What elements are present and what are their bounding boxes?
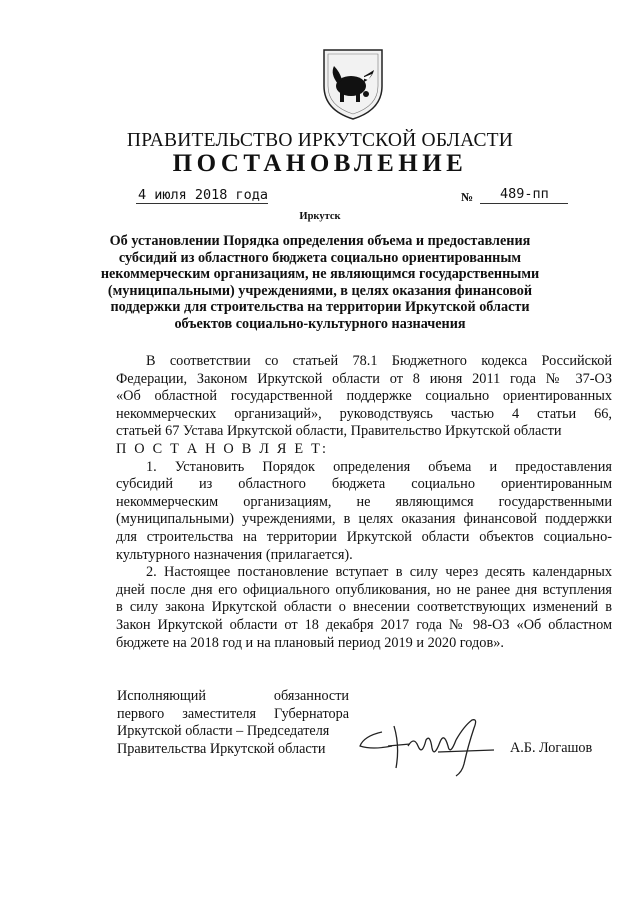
body-line: статьей 67 Устава Иркутской области, Правительство Иркутской области [116,423,562,440]
title-line: субсидий из областного бюджета социально ориентированным [118,249,522,266]
body-line: некоммерческим организациям, не являющимся государственными [116,493,612,510]
body-line: для строительства на территории Иркутской области объектов социально- [116,528,612,545]
signatory-position-line: первого заместителя Губернатора [117,705,349,722]
title-line: объектов социально-культурного назначения [174,315,466,332]
body-line: культурного назначения (прилагается). [116,546,353,563]
body-line: 1. Установить Порядок определения объема и предоставления [146,458,612,475]
body-line: некоммерческих организаций», руководствуясь частью 4 статьи 66, [116,405,612,422]
number-sign: № [461,190,474,204]
body-line: (муниципальными) учреждениями, в целях оказания финансовой поддержки [116,511,612,528]
document-type: ПОСТАНОВЛЕНИЕ [172,150,468,177]
number-underline [480,203,568,204]
signatory-position [117,688,349,758]
signatory-position-line: Правительства Иркутской области [117,740,326,757]
body-line: 2. Настоящее постановление вступает в силу через десять календарных [146,564,612,581]
coat-of-arms-icon [320,44,386,122]
body-line: субсидий из областного бюджета социально ориентированным [116,476,612,493]
city-name: Иркутск [299,211,341,222]
document-body [116,353,612,652]
body-line: П О С Т А Н О В Л Я Е Т: [116,440,329,457]
body-line: Федерации, Законом Иркутской области от 8 июня 2011 года № 37-ОЗ [116,370,612,387]
body-line: В соответствии со статьей 78.1 Бюджетного кодекса Российской [146,353,612,369]
date-underline [136,203,268,204]
body-line: бюджете на 2018 год и на плановый период 2019 и 2020 годов». [116,634,504,651]
title-line: некоммерческим организациям, не являющимся государственными [100,266,540,283]
document-number: 489-пп [500,186,549,202]
body-line: Закон Иркутской области от 18 декабря 2017 года № 98-ОЗ «Об областном [116,616,612,633]
body-line: дней после дня его официального опубликования, но не ранее дня вступления [116,581,612,598]
document-date: 4 июля 2018 года [138,187,269,203]
handwritten-signature-icon [352,706,502,780]
body-line: в силу закона Иркутской области о внесении соответствующих изменений в [116,599,612,616]
title-line: (муниципальными) учреждениями, в целях оказания финансовой [107,282,533,299]
document-title [100,233,540,333]
body-line: «Об областной государственной поддержке социально ориентированных [116,388,612,405]
title-line: Об установлении Порядка определения объема и предоставления [109,233,531,249]
signatory-position-line: Исполняющий обязанности [117,688,349,704]
signatory-position-line: Иркутской области – Председателя [117,723,330,740]
title-line: поддержки для строительства на территории Иркутской области [110,299,530,316]
organization-name: ПРАВИТЕЛЬСТВО ИРКУТСКОЙ ОБЛАСТИ [126,130,514,151]
signatory-name: А.Б. Логашов [510,740,593,756]
